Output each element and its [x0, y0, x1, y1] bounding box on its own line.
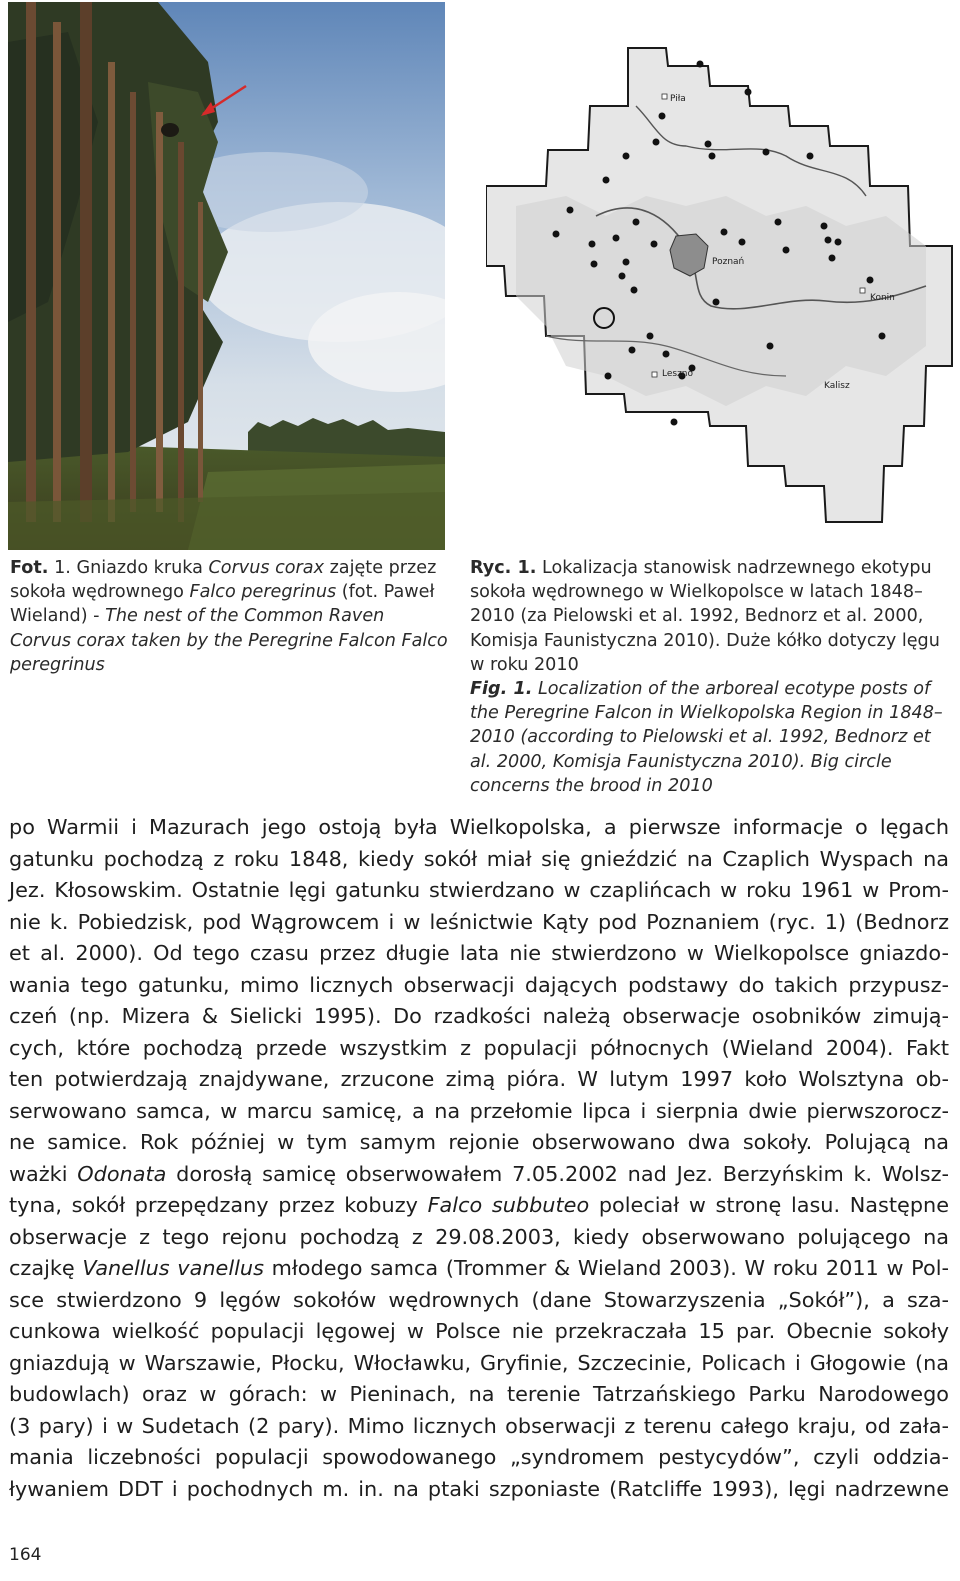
page-number: 164 [9, 1545, 42, 1565]
distribution-map [486, 46, 954, 524]
body-line: wania tego gatunku, mimo licznych obserwacji dających podstawy do takich przypusz- [9, 972, 949, 997]
photo-caption [10, 556, 448, 677]
figure-label-pl: Ryc. 1. [470, 558, 537, 578]
figure-label-en: Fig. 1. [470, 679, 533, 700]
caption-english: The nest of the Common Raven Corvus corax taken by the Peregrine Falcon Falco peregrinus [10, 606, 448, 675]
map-caption [470, 556, 948, 798]
nest-photo [8, 2, 445, 550]
body-line: (3 pary) i w Sudetach (2 pary). Mimo licznych obserwacji z terenu całego kraju, od zała- [9, 1413, 949, 1438]
body-line: sce stwierdzono 9 lęgów sokołów wędrownych (dane Stowarzyszenia „Sokół”), a sza- [9, 1287, 949, 1312]
body-line: nie k. Pobiedzisk, pod Wągrowcem i w leśnictwie Kąty pod Poznaniem (ryc. 1) (Bednorz [9, 909, 949, 934]
map-label-pila: Piła [670, 94, 686, 104]
body-line: ważki Odonata dorosłą samicę obserwowałem 7.05.2002 nad Jez. Berzyńskim k. Wolsz- [9, 1161, 949, 1186]
map-label-konin: Konin [870, 293, 895, 303]
body-line: czajkę Vanellus vanellus młodego samca (Trommer & Wieland 2003). W roku 2011 w Pol- [9, 1256, 949, 1280]
caption-text: (fot. Paweł Wieland) - [10, 582, 435, 627]
body-line: ne samice. Rok później w tym samym rejonie obserwowano dwa sokoły. Polującą na [9, 1130, 949, 1154]
map-label-leszno: Leszno [662, 369, 694, 379]
body-line: Jez. Kłosowskim. Ostatnie lęgi gatunku stwierdzano w czaplińcach w roku 1961 w Prom- [9, 878, 949, 902]
pine-forest-photo [8, 2, 445, 550]
caption-label: Fot. [10, 558, 49, 578]
figure-caption-pl: Lokalizacja stanowisk nadrzewnego ekotypu sokoła wędrownego w Wielkopolsce w latach 1848–2010 (za Pielowski et al. 1992, Bednorz et al. 2000, Komisja Faunistyczna 2010). Duże kółko dotyczy lęgu w roku 2010 [470, 558, 940, 675]
body-line: et al. 2000). Od tego czasu przez długie lata nie stwierdzono w Wielkopolsce gniazdo- [9, 941, 949, 965]
map-label-kalisz: Kalisz [824, 381, 850, 391]
body-line: mania liczebności populacji spowodowanego „syndromem pestycydów”, czyli oddzia- [9, 1445, 949, 1469]
wielkopolska-map [486, 46, 954, 524]
body-line: po Warmii i Mazurach jego ostoją była Wielkopolska, a pierwsze informacje o lęgach [9, 815, 949, 839]
body-line: tyna, sokół przepędzany przez kobuzy Falco subbuteo poleciał w stronę lasu. Następne [9, 1193, 950, 1217]
body-line: gatunku pochodzą z roku 1848, kiedy sokół miał się gnieździć na Czaplich Wyspach na [9, 846, 949, 871]
body-line: budowlach) oraz w górach: w Pieninach, na terenie Tatrzańskiego Parku Narodowego [9, 1382, 949, 1406]
body-line: czeń (np. Mizera & Sielicki 1995). Do rzadkości należą obserwacje osobników zimują- [9, 1004, 949, 1028]
figure-caption-en: Localization of the arboreal ecotype posts of the Peregrine Falcon in Wielkopolska Region in 1848–2010 (according to Pielowski et al. 1992, Bednorz et al. 2000, Komisja Faunistyczna 2010). Big circle concerns the brood in 2010 [470, 679, 943, 796]
body-text [9, 812, 949, 1505]
caption-text: 1. Gniazdo kruka [48, 558, 209, 578]
body-line: ten potwierdzają znajdywane, zrzucone zimą pióra. W lutym 1997 koło Wolsztyna ob- [9, 1067, 949, 1091]
body-line: ływaniem DDT i pochodnych m. in. na ptaki szponiaste (Ratcliffe 1993), lęgi nadrzewne [9, 1476, 949, 1501]
body-line: cych, które pochodzą przede wszystkim z populacji północnych (Wieland 2004). Fakt [9, 1035, 949, 1060]
map-label-poznan: Poznań [712, 257, 745, 267]
body-line: cunkowa wielkość populacji lęgowej w Polsce nie przekraczała 15 par. Obecnie sokoły [9, 1319, 949, 1343]
body-line: gniazdują w Warszawie, Płocku, Włocławku, Gryfinie, Szczecinie, Policach i Głogowie (na [9, 1350, 949, 1375]
species-name: Falco peregrinus [189, 582, 337, 603]
body-line: obserwacje z tego rejonu pochodzą z 29.08.2003, kiedy obserwowano polującego na [9, 1224, 949, 1249]
species-name: Corvus corax [208, 558, 324, 578]
body-line: serwowano samca, w marcu samicę, a na przełomie lipca i sierpnia dwie pierwszorocz- [9, 1098, 949, 1123]
caption-text: zajęte przez sokoła wędrownego [10, 558, 437, 603]
